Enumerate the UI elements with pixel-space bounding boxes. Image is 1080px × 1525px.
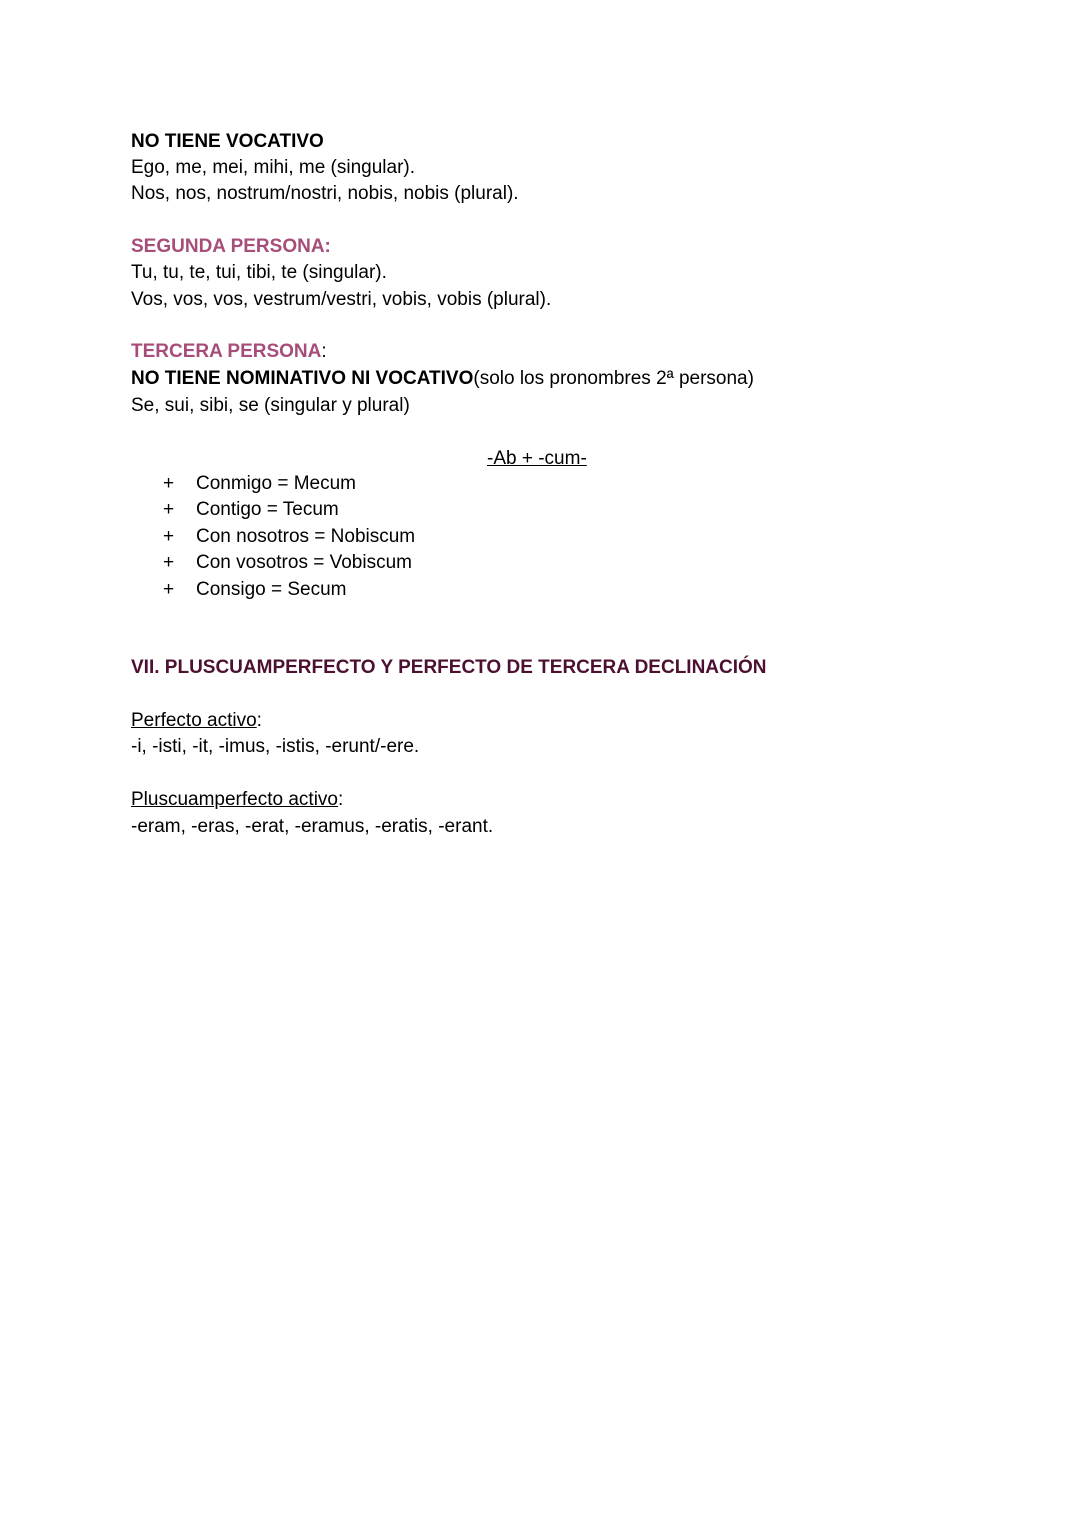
- perfect-endings: -i, -isti, -it, -imus, -istis, -erunt/-ere.: [131, 736, 420, 757]
- list-item-text: Con vosotros = Vobiscum: [196, 552, 412, 573]
- list-item: [163, 499, 339, 521]
- second-person-heading: SEGUNDA PERSONA:: [131, 236, 331, 257]
- third-person-heading-colon: :: [321, 341, 327, 362]
- colon: :: [338, 789, 344, 810]
- third-person-heading: TERCERA PERSONA: [131, 341, 322, 362]
- perfect-label: Perfecto activo: [131, 710, 257, 731]
- bullet-plus: +: [163, 473, 175, 494]
- list-item: [163, 552, 412, 574]
- third-person-forms: Se, sui, sibi, se (singular y plural): [131, 395, 410, 416]
- list-item-text: Con nosotros = Nobiscum: [196, 526, 416, 547]
- colon: :: [256, 710, 262, 731]
- third-person-note: [131, 368, 754, 390]
- list-item-text: Contigo = Tecum: [196, 499, 339, 520]
- perfect-label-line: [131, 710, 262, 732]
- list-item-text: Consigo = Secum: [196, 579, 347, 600]
- bullet-plus: +: [163, 579, 175, 600]
- pluperfect-label: Pluscuamperfecto activo: [131, 789, 338, 810]
- list-item: [163, 579, 347, 601]
- bullet-plus: +: [163, 552, 175, 573]
- second-person-singular: Tu, tu, te, tui, tibi, te (singular).: [131, 262, 387, 283]
- list-item: [163, 473, 356, 495]
- third-person-heading-line: [131, 341, 327, 363]
- cum-title: -Ab + -cum-: [487, 448, 587, 469]
- first-person-plural: Nos, nos, nostrum/nostri, nobis, nobis (plural).: [131, 183, 519, 204]
- pluperfect-endings: -eram, -eras, -erat, -eramus, -eratis, -erant.: [131, 816, 494, 837]
- first-person-singular: Ego, me, mei, mihi, me (singular).: [131, 157, 416, 178]
- section-vii-heading: VII. PLUSCUAMPERFECTO Y PERFECTO DE TERCERA DECLINACIÓN: [131, 657, 767, 678]
- third-person-note-rest: (solo los pronombres 2ª persona): [473, 368, 754, 389]
- bullet-plus: +: [163, 499, 175, 520]
- second-person-plural: Vos, vos, vos, vestrum/vestri, vobis, vobis (plural).: [131, 289, 552, 310]
- list-item-text: Conmigo = Mecum: [196, 473, 356, 494]
- pluperfect-label-line: [131, 789, 343, 811]
- list-item: [163, 526, 416, 548]
- bullet-plus: +: [163, 526, 175, 547]
- first-person-heading: NO TIENE VOCATIVO: [131, 131, 324, 152]
- third-person-note-bold: NO TIENE NOMINATIVO NI VOCATIVO: [131, 368, 474, 389]
